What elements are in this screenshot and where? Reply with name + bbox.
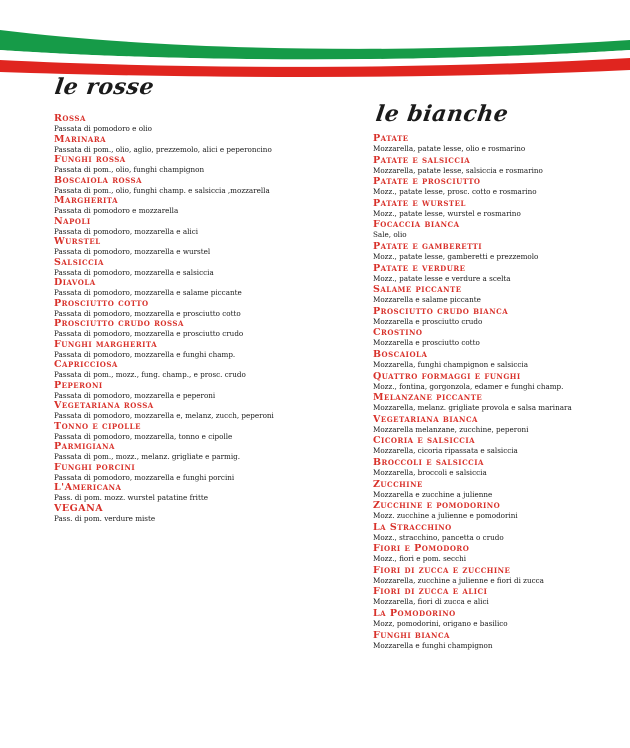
pizza-ingredients: Passata di pomodoro, mozzarella, tonno e cipolle [54,431,233,441]
pizza-ingredients: Mozz., patate lesse, gamberetti e prezzemolo [373,251,539,261]
pizza-name: Cicoria e salsiccia [373,435,476,447]
rosse-menu-item [54,319,274,340]
rosse-menu-item [54,114,274,135]
pizza-name: Salsiccia [54,256,104,268]
pizza-ingredients: Passata di pomodoro, mozzarella e salame piccante [54,288,242,297]
pizza-ingredients: Sale, olio [373,230,407,240]
pizza-ingredients: Mozzarella melanzane, zucchine, peperoni [373,424,529,434]
pizza-ingredients: Passata di pomodoro, mozzarella e funghi porcini [54,472,235,482]
pizza-name: Fiori e Pomodoro [373,543,470,555]
pizza-ingredients: Passata di pomodoro, mozzarella e peperoni [54,390,216,400]
bianche-menu-item [373,609,572,631]
pizza-ingredients: Mozz., patate lesse, prosc. cotto e rosmarino [373,187,537,197]
pizza-name: La Pomodorino [373,608,456,620]
pizza-ingredients: Passata di pomodoro, mozzarella e prosciutto crudo [54,329,244,338]
bianche-menu-item [373,523,572,545]
pizza-ingredients: Passata di pomodoro, mozzarella e alici [54,226,199,236]
pizza-ingredients: Passata di pomodoro, mozzarella e prosciutto cotto [54,308,241,318]
pizza-name: Prosciutto crudo bianca [373,305,509,317]
pizza-ingredients: Mozz., patate lesse e verdure a scelta [373,273,511,283]
pizza-name: La Stracchino [373,521,452,533]
pizza-name: Funghi porcini [54,461,136,473]
pizza-ingredients: Passata di pomodoro, mozzarella e salsiccia [54,267,214,277]
rosse-menu-item [54,176,274,197]
bianche-menu-item [373,631,572,653]
pizza-name: Prosciutto cotto [54,297,149,309]
pizza-name: Patate e verdure [373,262,466,274]
pizza-ingredients: Mozzarella e salame piccante [373,295,481,305]
bianche-menu-item [373,415,572,437]
pizza-name: Tonno e cipolle [54,420,141,432]
pizza-ingredients: Passata di pomodoro e olio [54,124,152,133]
pizza-ingredients: Mozzarella, funghi champignon e salsiccia [373,359,528,369]
pizza-name: Vegetariana rossa [54,400,154,411]
pizza-ingredients: Mozzarella, melanz. grigliate provola e salsa marinara [373,403,572,413]
bianche-menu-item [373,264,572,286]
bianche-menu-item [373,350,572,372]
pizza-ingredients: Mozz., fontina, gorgonzola, edamer e funghi champ. [373,381,564,391]
pizza-name: Parmigiana [54,441,115,452]
pizza-name: Melanzane piccante [373,392,483,404]
rosse-menu-item [54,360,274,381]
rosse-menu-item [54,155,274,176]
bianche-menu-item [373,220,572,242]
pizza-name: Salame piccante [373,284,462,296]
pizza-name: Patate e gamberetti [373,240,483,252]
rosse-menu-item [54,217,274,238]
bianche-menu-item [373,328,572,350]
pizza-ingredients: Mozzarella, patate lesse, salsiccia e rosmarino [373,165,543,175]
pizza-name: Crostino [373,327,423,339]
rosse-menu-item [54,422,274,443]
pizza-name: Funghi margherita [54,338,158,350]
pizza-ingredients: Pass. di pom. mozz. wurstel patatine fritte [54,493,208,502]
pizza-name: Patate e salsiccia [373,154,471,166]
pizza-ingredients: Passata di pomodoro, mozzarella e funghi champ. [54,349,236,359]
bianche-menu-item [373,566,572,588]
bianche-menu-item [373,307,572,329]
rosse-menu-item [54,258,274,279]
pizza-ingredients: Passata di pom., olio, funghi champignon [54,165,205,174]
pizza-name: Broccoli e salsiccia [373,456,484,468]
bianche-menu-item [373,458,572,480]
rosse-menu-item [54,401,274,422]
bianche-menu-item [373,199,572,221]
rosse-menu-item [54,135,274,156]
pizza-name: Fiori di zucca e zucchine [373,564,511,576]
pizza-name: Patate [373,133,409,144]
pizza-name: Marinara [54,133,107,145]
pizza-ingredients: Passata di pomodoro, mozzarella e, melanz, zucch, peperoni [54,411,274,420]
rosse-menu-item [54,299,274,320]
pizza-name: Quattro formaggi e funghi [373,370,521,382]
rosse-menu-item [54,196,274,217]
rosse-menu-item [54,278,274,299]
rosse-menu-item [54,504,274,525]
rosse-menu-item [54,442,274,463]
rosse-menu-item [54,237,274,258]
pizza-ingredients: Passata di pomodoro e mozzarella [54,206,179,215]
pizza-name: Boscaiola [373,348,428,360]
pizza-name: Capricciosa [54,359,118,370]
pizza-ingredients: Mozzarella, cicoria ripassata e salsiccia [373,446,518,456]
pizza-name: Napoli [54,215,91,227]
pizza-ingredients: Passata di pomodoro, mozzarella e wurstel [54,247,211,256]
bianche-title: le bianche [374,101,511,127]
bianche-menu-item [373,501,572,523]
pizza-name: Fiori di zucca e alici [373,586,488,598]
pizza-name: Rossa [54,113,86,124]
pizza-name: Diavola [54,277,96,288]
pizza-ingredients: Passata di pom., mozz., melanz. grigliate e parmig. [54,452,241,461]
pizza-ingredients: Mozz., fiori e pom. secchi [373,554,467,564]
bianche-menu-item [373,436,572,458]
rosse-menu-item [54,463,274,484]
pizza-name: Vegetariana bianca [373,413,478,425]
bianche-menu-item [373,393,572,415]
pizza-ingredients: Mozzarella, broccoli e salsiccia [373,467,487,477]
pizza-ingredients: Mozzarella, zucchine a julienne e fiori di zucca [373,575,544,585]
pizza-ingredients: Pass. di pom. verdure miste [54,513,156,523]
bianche-menu-item [373,480,572,502]
bianche-menu-item [373,134,572,156]
pizza-name: VEGANA [54,502,104,514]
pizza-name: Peperoni [54,379,103,391]
rosse-menu-item [54,381,274,402]
pizza-ingredients: Mozzarella e zucchine a julienne [373,489,493,499]
bianche-menu-item [373,587,572,609]
pizza-name: Wurstel [54,236,101,247]
bianche-menu-item [373,372,572,394]
bianche-menu-item [373,242,572,264]
pizza-ingredients: Mozz., stracchino, pancetta o crudo [373,532,504,542]
rosse-menu-item [54,340,274,361]
pizza-ingredients: Mozzarella, fiori di zucca e alici [373,597,489,607]
pizza-ingredients: Mozzarella e prosciutto cotto [373,338,480,348]
pizza-name: Patate e prosciutto [373,176,481,188]
rosse-menu-list [54,114,274,524]
pizza-ingredients: Mozzarella, patate lesse, olio e rosmarino [373,144,526,153]
bianche-menu-item [373,177,572,199]
pizza-ingredients: Mozz, pomodorini, origano e basilico [373,619,508,629]
bianche-menu-item [373,156,572,178]
bianche-menu-list [373,134,572,652]
pizza-ingredients: Mozz., patate lesse, wurstel e rosmarino [373,208,521,218]
rosse-menu-item [54,483,274,504]
bianche-menu-item [373,544,572,566]
pizza-name: Funghi bianca [373,629,450,641]
pizza-name: Funghi rossa [54,154,126,165]
pizza-name: Margherita [54,195,119,206]
pizza-name: L'Americana [54,482,122,493]
pizza-name: Focaccia bianca [373,219,460,231]
pizza-ingredients: Mozz. zucchine a julienne e pomodorini [373,511,518,521]
pizza-name: Boscaiola rossa [54,174,143,186]
pizza-name: Patate e wurstel [373,197,466,209]
pizza-ingredients: Passata di pom., olio, aglio, prezzemolo, alici e peperoncino [54,144,272,154]
pizza-ingredients: Mozzarella e prosciutto crudo [373,316,483,326]
pizza-ingredients: Passata di pom., olio, funghi champ. e salsiccia ,mozzarella [54,185,270,195]
bianche-menu-item [373,285,572,307]
rosse-title: le rosse [53,74,156,100]
pizza-name: Zucchine e pomodorino [373,500,501,512]
pizza-ingredients: Passata di pom., mozz., fung. champ., e prosc. crudo [54,370,246,379]
pizza-name: Prosciutto crudo rossa [54,318,184,329]
pizza-name: Zucchine [373,478,423,490]
pizza-ingredients: Mozzarella e funghi champignon [373,640,493,650]
